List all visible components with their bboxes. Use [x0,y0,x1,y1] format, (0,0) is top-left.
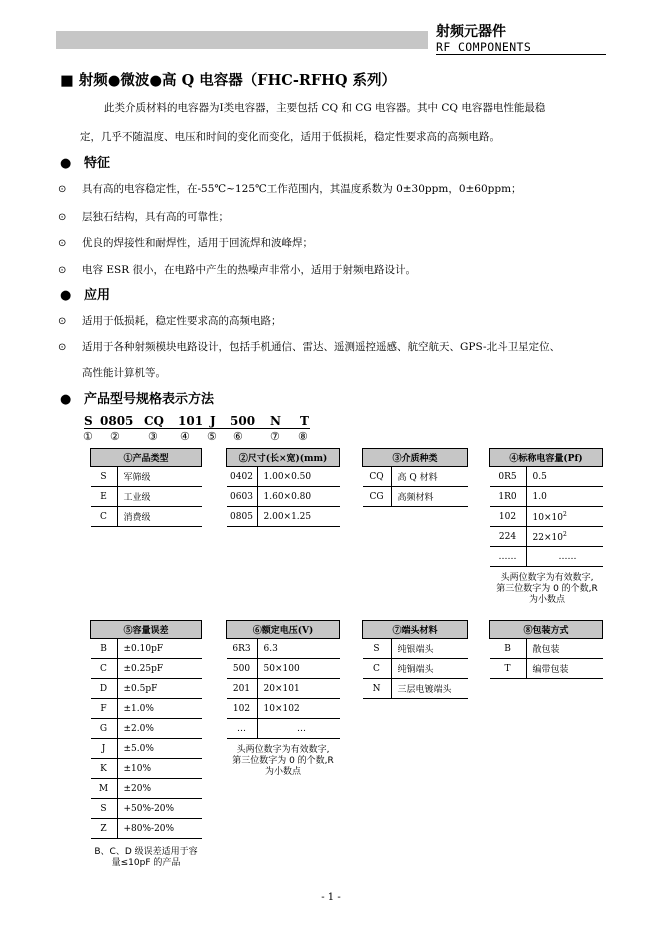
model-code-underline [84,428,310,429]
table-row: C ±0.25pF [91,659,202,679]
table-row: 102 10×102 [227,699,340,719]
intro-line-1: 此类介质材料的电容器为Ⅰ类电容器，主要包括 CQ 和 CG 电容器。其中 CQ 电容器电性能最稳 [104,102,546,114]
circle-dot-icon: ⊙ [58,238,67,249]
circled-number: ⑦ [270,430,280,443]
circle-dot-icon: ⊙ [58,316,67,327]
table-row: J ±5.0% [91,739,202,759]
table-header: ⑤容量误差 [91,621,202,639]
feature-item: ⊙ 具有高的电容稳定性，在-55℃~125℃工作范围内，其温度系数为 0±30ppm，0±60ppm； [58,183,522,195]
page-title: ■ 射频●微波●高 Q 电容器（FHC-RFHQ 系列） [60,72,397,89]
header-title-en: RF COMPONENTS [436,40,532,54]
table-row: 0402 1.00×0.50 [227,467,340,487]
tolerance-note: B、C、D 级误差适用于容 量≤10pF 的产品 [94,847,198,868]
circled-number: ① [83,430,93,443]
table-row: S 军筛级 [91,467,202,487]
circled-number: ⑧ [298,430,308,443]
table-row: B 散包装 [490,639,603,659]
header-divider [436,54,606,55]
table-row: 500 50×100 [227,659,340,679]
circle-dot-icon: ⊙ [58,342,67,353]
circled-number: ④ [180,430,190,443]
table-row: 0805 2.00×1.25 [227,507,340,527]
table-row: G ±2.0% [91,719,202,739]
packaging-table [489,620,603,679]
product-type-table [90,448,202,527]
table-header: ③介质种类 [363,449,468,467]
header-bar [56,31,428,49]
table-header: ⑦端头材料 [363,621,468,639]
table-row: 201 20×101 [227,679,340,699]
table-header: ⑥额定电压(V) [227,621,340,639]
table-row: B ±0.10pF [91,639,202,659]
bullet-icon: ● [60,288,72,303]
table-row: 0R5 0.5 [490,467,603,487]
capacitance-note: 头两位数字为有效数字, 第三位数字为 0 的个数,R 为小数点 [496,573,598,605]
feature-item: ⊙ 层独石结构，具有高的可靠性； [58,211,229,223]
application-item-continuation: 高性能计算机等。 [82,367,166,379]
circle-dot-icon: ⊙ [58,212,67,223]
table-row: D ±0.5pF [91,679,202,699]
application-item: ⊙ 适用于低损耗，稳定性要求高的高频电路； [58,315,282,327]
table-row: 1R0 1.0 [490,487,603,507]
intro-line-2: 定，几乎不随温度、电压和时间的变化而变化，适用于低损耗，稳定性要求高的高频电路。 [80,131,500,143]
feature-item: ⊙ 优良的焊接性和耐焊性，适用于回流焊和波峰焊； [58,237,313,249]
bullet-icon: ● [60,156,72,171]
circled-number: ⑤ [207,430,217,443]
table-row: M ±20% [91,779,202,799]
feature-item: ⊙ 电容 ESR 很小，在电路中产生的热噪声非常小，适用于射频电路设计。 [58,264,416,276]
table-row: C 消费级 [91,507,202,527]
table-row: E 工业级 [91,487,202,507]
application-item: ⊙ 适用于各种射频模块电路设计，包括手机通信、雷达、遥测遥控遥感、航空航天、GPS-北斗卫星定位、 [58,341,561,353]
table-row: CG 高频材料 [363,487,468,507]
bullet-icon: ● [60,392,72,407]
table-row: K ±10% [91,759,202,779]
table-row: N 三层电镀端头 [363,679,468,699]
circled-number: ② [110,430,120,443]
model-heading: ● 产品型号规格表示方法 [60,392,215,407]
voltage-table [226,620,340,739]
circle-dot-icon: ⊙ [58,265,67,276]
table-header: ④标称电容量(Pf) [490,449,603,467]
table-row: F ±1.0% [91,699,202,719]
table-row: 224 $22\times 10^2$ [490,527,603,547]
dielectric-table [362,448,468,507]
circled-number: ③ [148,430,158,443]
tolerance-table [90,620,202,839]
table-header: ②尺寸(长×宽)(mm) [227,449,340,467]
table-row: … … [227,719,340,739]
termination-table [362,620,468,699]
table-row: Z +80%-20% [91,819,202,839]
circle-dot-icon: ⊙ [58,184,67,195]
table-row: S +50%-20% [91,799,202,819]
circled-number: ⑥ [233,430,243,443]
table-row: 102 $10\times 10^2$ [490,507,603,527]
table-row: 6R3 6.3 [227,639,340,659]
voltage-note: 头两位数字为有效数字, 第三位数字为 0 的个数,R 为小数点 [232,745,334,777]
size-table [226,448,340,527]
table-row: C 纯铜端头 [363,659,468,679]
table-row: CQ 高 Q 材料 [363,467,468,487]
table-header: ①产品类型 [91,449,202,467]
table-row: …… …… [490,547,603,567]
page-number: - 1 - [321,892,341,903]
applications-heading: ● 应用 [60,288,111,303]
table-header: ⑧包装方式 [490,621,603,639]
table-row: S 纯银端头 [363,639,468,659]
capacitance-table [489,448,603,567]
features-heading: ● 特征 [60,156,111,171]
header-title-cn: 射频元器件 [436,24,506,40]
table-row: T 编带包装 [490,659,603,679]
table-row: 0603 1.60×0.80 [227,487,340,507]
